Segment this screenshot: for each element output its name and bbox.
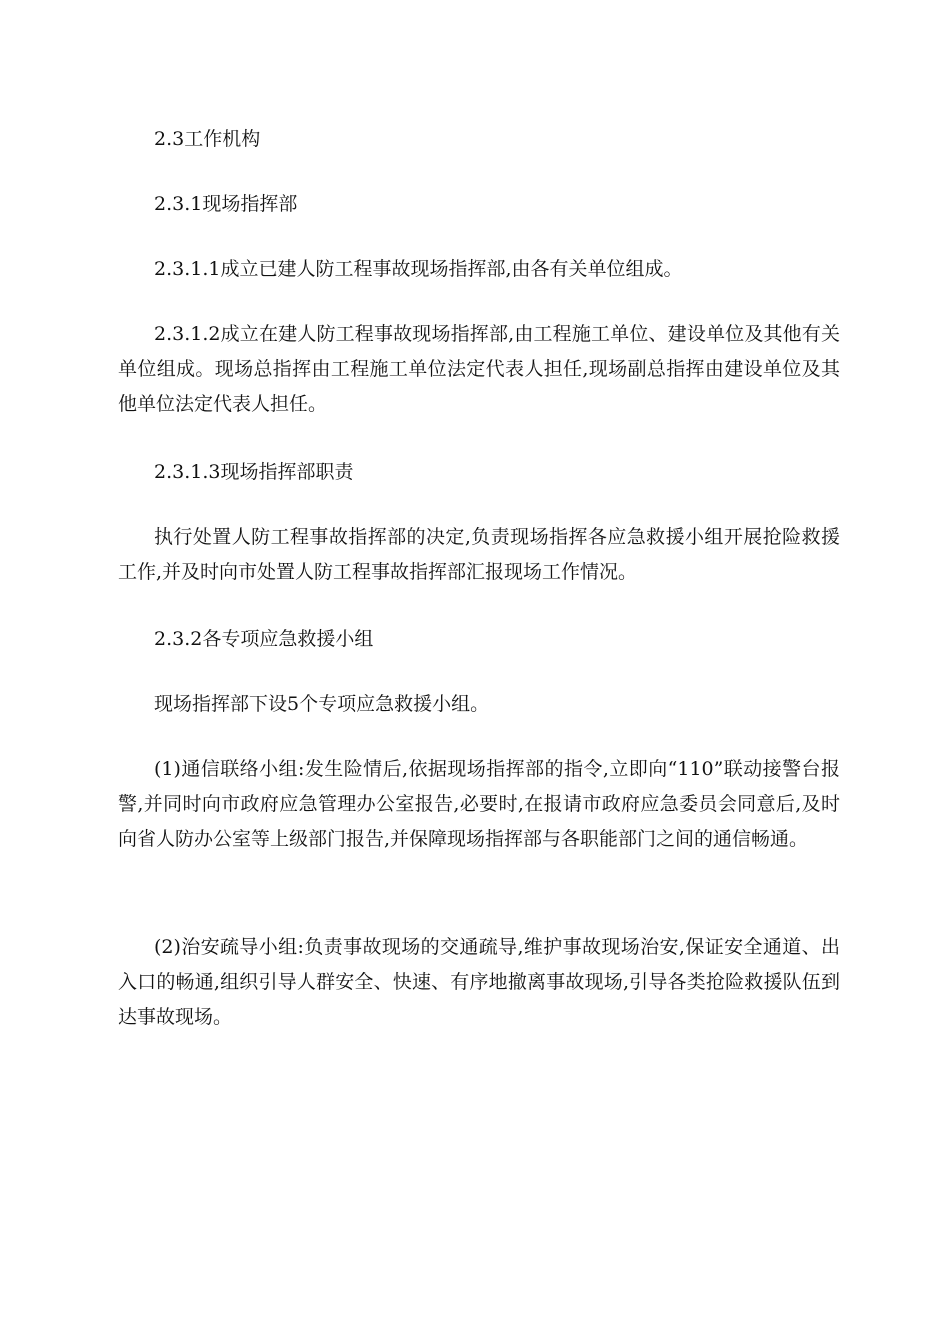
section-heading-2-3: 2.3工作机构 (154, 128, 261, 150)
paragraph-2-3-1-2: 2.3.1.2成立在建人防工程事故现场指挥部,由工程施工单位、建设单位及其他有关单位组成。现场总指挥由工程施工单位法定代表人担任,现场副总指挥由建设单位及其他单位法定代表人担任。 (118, 323, 840, 415)
section-heading-2-3-1: 2.3.1现场指挥部 (154, 193, 298, 215)
paragraph-duties: 执行处置人防工程事故指挥部的决定,负责现场指挥各应急救援小组开展抢险救援工作,并及时向市处置人防工程事故指挥部汇报现场工作情况。 (118, 526, 840, 583)
section-heading-2-3-2: 2.3.2各专项应急救援小组 (154, 628, 374, 650)
paragraph-group-1: (1)通信联络小组:发生险情后,依据现场指挥部的指令,立即向“110”联动接警台报警,并同时向市政府应急管理办公室报告,必要时,在报请市政府应急委员会同意后,及时向省人防办公室等上级部门报告,并保障现场指挥部与各职能部门之间的通信畅通。 (118, 758, 840, 850)
section-heading-2-3-1-3: 2.3.1.3现场指挥部职责 (154, 461, 354, 483)
paragraph-2-3-1-1: 2.3.1.1成立已建人防工程事故现场指挥部,由各有关单位组成。 (154, 258, 683, 280)
paragraph-groups-intro: 现场指挥部下设5个专项应急救援小组。 (154, 693, 490, 715)
paragraph-group-2: (2)治安疏导小组:负责事故现场的交通疏导,维护事故现场治安,保证安全通道、出入口的畅通,组织引导人群安全、快速、有序地撤离事故现场,引导各类抢险救援队伍到达事故现场。 (118, 936, 840, 1028)
